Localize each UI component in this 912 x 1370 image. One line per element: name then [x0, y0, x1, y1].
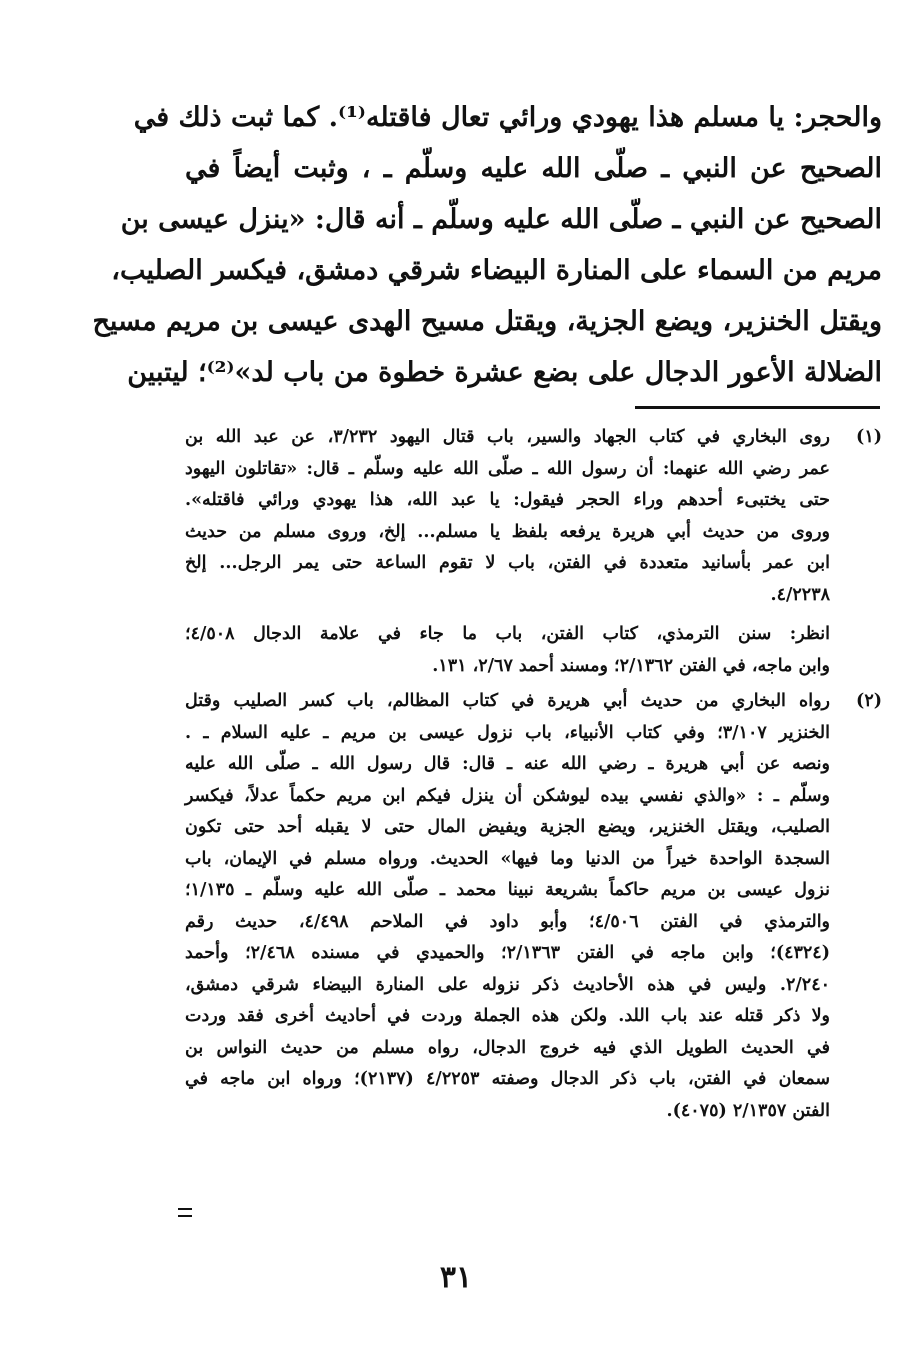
main-text-line: ويقتل الخنزير، ويضع الجزية، ويقتل مسيح الهدى عيسى بن مريم مسيح	[92, 306, 882, 337]
footnote-line: وابن ماجه، في الفتن ٢/١٣٦٢؛ ومسند أحمد ٢/٦٧، ١٣١.	[432, 655, 830, 676]
footnote-number: (١)	[856, 427, 882, 447]
footnote-line: (٤٣٢٤)؛ وابن ماجه في الفتن ٢/١٣٦٣؛ والحميدي في مسنده ٢/٤٦٨؛ وأحمد	[185, 943, 830, 963]
main-text-line: والحجر: يا مسلم هذا يهودي ورائي تعال فاقتله⁽¹⁾. كما ثبت ذلك في	[133, 102, 882, 133]
footnote-line: ٢/٢٤٠. وليس في هذه الأحاديث ذكر نزوله على المنارة البيضاء شرقي دمشق،	[185, 974, 830, 995]
footnote-number: (٢)	[856, 691, 882, 711]
footnote-line: رواه البخاري من حديث أبي هريرة في كتاب المظالم، باب كسر الصليب وقتل	[185, 691, 830, 711]
footnote-line: ونصه عن أبي هريرة ـ رضي الله عنه ـ قال: قال رسول الله ـ صلّى الله عليه	[185, 754, 830, 774]
footnote-line: روى البخاري في كتاب الجهاد والسير، باب قتال اليهود ٣/٢٣٢، عن عبد الله بن	[185, 427, 830, 447]
footnote-line: انظر: سنن الترمذي، كتاب الفتن، باب ما جاء في علامة الدجال ٤/٥٠٨؛	[185, 624, 830, 644]
footnotes	[185, 422, 882, 1127]
footnote-line: وروى من حديث أبي هريرة يرفعه بلفظ يا مسلم... إلخ، وروى مسلم من حديث	[185, 521, 830, 542]
footnote-line: حتى يختبىء أحدهم وراء الحجر فيقول: يا عبد الله، هذا يهودي ورائي فاقتله».	[185, 490, 830, 510]
continuation-mark	[178, 1208, 192, 1217]
main-text	[92, 92, 882, 398]
footnote-line: الفتن ٢/١٣٥٧ (٤٠٧٥).	[666, 1100, 830, 1121]
page-number: ٣١	[439, 1260, 473, 1295]
footnote-line: سمعان في الفتن، باب ذكر الدجال وصفته ٤/٢٢٥٣ (٢١٣٧)؛ ورواه ابن ماجه في	[185, 1069, 830, 1089]
footnote-line: والترمذي في الفتن ٤/٥٠٦؛ وأبو داود في الملاحم ٤/٤٩٨، حديث رقم	[185, 911, 831, 932]
footnote-line: السجدة الواحدة خيراً من الدنيا وما فيها» الحديث. ورواه مسلم في الإيمان، باب	[185, 848, 830, 869]
footnote-line: نزول عيسى بن مريم حاكماً بشريعة نبينا محمد ـ صلّى الله عليه وسلّم ـ ١/١٣٥؛	[185, 880, 830, 900]
footnote-line: الصليب، ويقتل الخنزير، ويضع الجزية ويفيض المال حتى لا يقبله أحد حتى تكون	[185, 817, 830, 837]
main-text-line: مريم من السماء على المنارة البيضاء شرقي دمشق، فيكسر الصليب،	[111, 255, 882, 286]
main-text-line: الصحيح عن النبي ـ صلّى الله عليه وسلّم ـ ، وثبت أيضاً في	[185, 153, 882, 184]
footnote-line: وسلّم ـ : «والذي نفسي بيده ليوشكن أن ينزل فيكم ابن مريم حكماً عدلاً، فيكسر	[185, 785, 830, 806]
footnote-line: عمر رضي الله عنهما: أن رسول الله ـ صلّى الله عليه وسلّم ـ قال: «تقاتلون اليهود	[185, 458, 830, 479]
footnote-line: ابن عمر بأسانيد متعددة في الفتن، باب لا تقوم الساعة حتى يمر الرجل... إلخ	[185, 553, 830, 573]
main-text-line: الصحيح عن النبي ـ صلّى الله عليه وسلّم ـ أنه قال: «ينزل عيسى بن	[120, 204, 882, 235]
footnote-line: في الحديث الطويل الذي فيه خروج الدجال، رواه مسلم من حديث النواس بن	[185, 1037, 830, 1058]
footnote-separator	[635, 406, 880, 409]
main-text-line: الضلالة الأعور الدجال على بضع عشرة خطوة من باب لد»⁽²⁾؛ ليتبين	[127, 357, 882, 388]
footnote-line: ولا ذكر قتله عند باب اللد. ولكن هذه الجملة وردت في أحاديث أخرى فقد وردت	[185, 1006, 830, 1026]
footnote-line: الخنزير ٣/١٠٧؛ وفي كتاب الأنبياء، باب نزول عيسى بن مريم ـ عليه السلام ـ .	[185, 722, 830, 743]
footnote-line: ٤/٢٢٣٨.	[770, 584, 830, 605]
footnote-2	[185, 686, 882, 1127]
footnote-1	[185, 422, 882, 682]
